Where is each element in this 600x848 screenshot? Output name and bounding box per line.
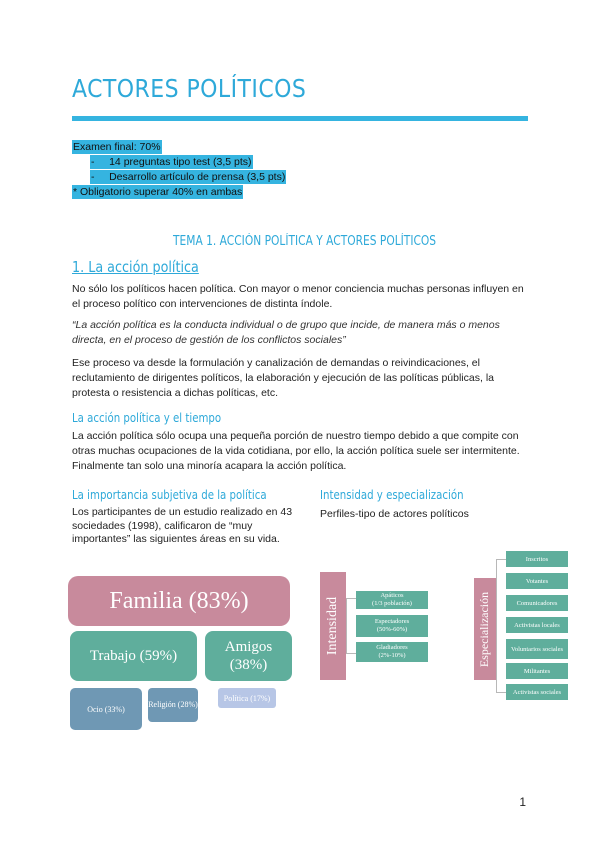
page-number: 1 — [519, 795, 526, 809]
intensidad-item-apaticos: Apáticos (1/3 población) — [356, 591, 428, 609]
exam-note: * Obligatorio superar 40% en ambas — [73, 186, 243, 198]
especializacion-item-activistas-locales: Activistas locales — [506, 617, 568, 633]
box-ocio: Ocio (33%) — [70, 688, 142, 730]
box-amigos: Amigos (38%) — [205, 631, 292, 681]
exam-line-1: Examen final: 70% — [73, 141, 161, 153]
especializacion-item-voluntarios: Voluntarios sociales — [506, 639, 568, 659]
especializacion-item-comunicadores: Comunicadores — [506, 595, 568, 611]
box-trabajo: Trabajo (59%) — [70, 631, 197, 681]
box-politica: Política (17%) — [218, 688, 276, 708]
intensidad-item-espectadores: Espectadores (50%-60%) — [356, 615, 428, 637]
box-religion: Religión (28%) — [148, 688, 198, 722]
paragraph-tiempo: La acción política sólo ocupa una pequeña porción de nuestro tiempo debido a que compite con otras muchas ocupaciones de la vida cotidiana, por ello, la acción política suele ser intermitente. Finalmente tan solo una minoría acapara la acción política. — [72, 430, 520, 472]
page-title: ACTORES POLÍTICOS — [72, 74, 307, 103]
quote-definition: “La acción política es la conducta individual o de grupo que incide, de manera más o menos directa, en el proceso de gestión de los conflictos sociales” — [72, 319, 500, 346]
paragraph-importancia: Los participantes de un estudio realizado en 43 sociedades (1998), calificaron de “muy importantes” las siguientes áreas en su vida. — [72, 506, 293, 545]
bullet-dash: - — [91, 156, 95, 168]
subheading-intensidad: Intensidad y especialización — [320, 488, 464, 502]
especializacion-label-box: Especialización — [474, 578, 496, 680]
subtitle-perfiles: Perfiles-tipo de actores políticos — [320, 508, 469, 520]
subheading-importancia: La importancia subjetiva de la política — [72, 488, 267, 502]
section-heading-accion-politica: 1. La acción política — [72, 258, 199, 276]
exam-item-1: - 14 preguntas tipo test (3,5 pts) — [91, 156, 252, 168]
intensidad-item-gladiadores: Gladiadores (2%-10%) — [356, 642, 428, 662]
especializacion-item-activistas-sociales: Activistas sociales — [506, 684, 568, 700]
paragraph-intro: No sólo los políticos hacen política. Con mayor o menor conciencia muchas personas influyen en el proceso político con intervenciones de distinta índole. — [72, 283, 524, 310]
paragraph-proceso: Ese proceso va desde la formulación y canalización de demandas o reivindicaciones, el reclutamiento de dirigentes políticos, la elaboración y ejecución de las políticas públicas, la protesta o resistencia a dichas políticas, etc. — [72, 357, 494, 399]
title-divider — [72, 116, 528, 121]
exam-item-2: - Desarrollo artículo de prensa (3,5 pts) — [91, 171, 286, 183]
especializacion-item-inscritos: Inscritos — [506, 551, 568, 567]
intensidad-label-box: Intensidad — [320, 572, 346, 680]
bullet-dash: - — [91, 171, 95, 183]
subheading-tiempo: La acción política y el tiempo — [72, 411, 222, 425]
especializacion-item-militantes: Militantes — [506, 663, 568, 679]
box-familia: Familia (83%) — [68, 576, 290, 626]
especializacion-item-votantes: Votantes — [506, 573, 568, 589]
